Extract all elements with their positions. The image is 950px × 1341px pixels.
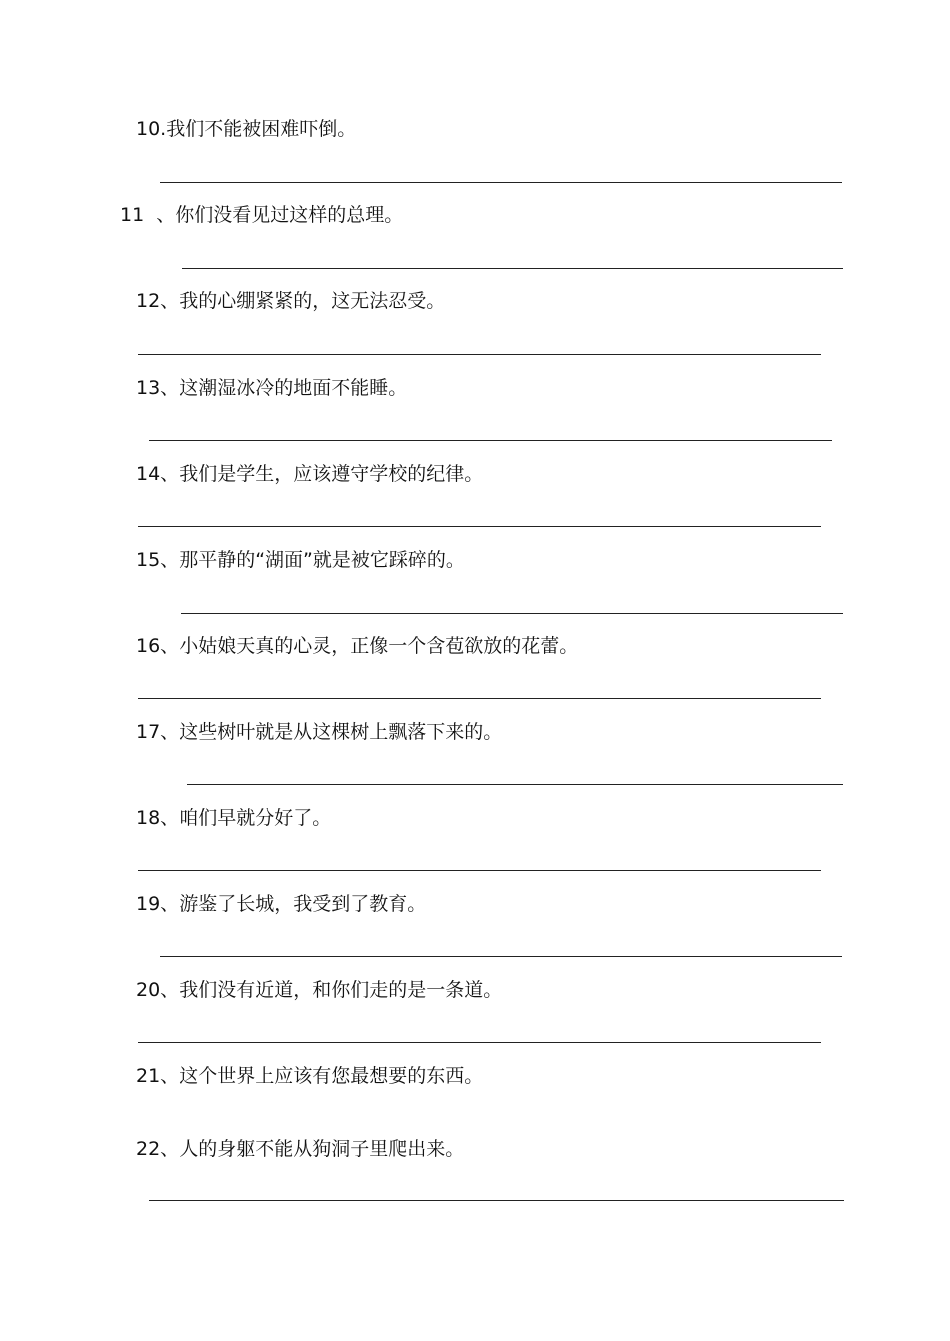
- answer-line-14[interactable]: [138, 526, 821, 527]
- answer-line-17[interactable]: [187, 784, 843, 785]
- answer-line-16[interactable]: [138, 698, 821, 699]
- exercise-item-15: [136, 548, 465, 572]
- exercise-item-22: [136, 1137, 464, 1161]
- exercise-item-14: [136, 462, 483, 486]
- answer-line-11[interactable]: [182, 268, 843, 269]
- item-sentence: 我的心绷紧紧的，这无法忍受。: [179, 290, 446, 312]
- exercise-item-13: [136, 376, 407, 400]
- item-number: 15、: [136, 549, 180, 571]
- item-sentence: 游鉴了长城，我受到了教育。: [179, 893, 427, 915]
- item-number: 20、: [136, 979, 180, 1001]
- answer-line-19[interactable]: [160, 956, 842, 957]
- item-number: 19、: [136, 893, 180, 915]
- item-number: 22、: [136, 1138, 180, 1160]
- exercise-item-17: [136, 720, 502, 744]
- answer-line-18[interactable]: [138, 870, 821, 871]
- item-sentence: 我们是学生，应该遵守学校的纪律。: [179, 463, 484, 485]
- item-sentence: 这潮湿冰冷的地面不能睡。: [179, 377, 408, 399]
- item-number: 14、: [136, 463, 180, 485]
- item-number: 18、: [136, 807, 180, 829]
- item-number: 16、: [136, 635, 180, 657]
- answer-line-12[interactable]: [138, 354, 821, 355]
- exercise-item-10: [136, 117, 356, 141]
- item-sentence: 人的身躯不能从狗洞子里爬出来。: [179, 1138, 465, 1160]
- item-sentence: 我们不能被困难吓倒。: [166, 118, 357, 140]
- exercise-item-20: [136, 978, 502, 1002]
- item-sentence: 小姑娘天真的心灵，正像一个含苞欲放的花蕾。: [179, 635, 579, 657]
- item-sentence: 咱们早就分好了。: [179, 807, 332, 829]
- answer-line-22[interactable]: [149, 1200, 844, 1201]
- item-number: 12、: [136, 290, 180, 312]
- exercise-item-18: [136, 806, 331, 830]
- answer-line-20[interactable]: [138, 1042, 821, 1043]
- exercise-item-12: [136, 289, 445, 313]
- item-number: 11 、: [120, 204, 176, 226]
- item-sentence: 那平静的“湖面”就是被它踩碎的。: [179, 549, 465, 571]
- exercise-item-11: [120, 203, 403, 227]
- item-sentence: 这个世界上应该有您最想要的东西。: [179, 1065, 484, 1087]
- exercise-item-21: [136, 1064, 483, 1088]
- item-number: 17、: [136, 721, 180, 743]
- item-number: 13、: [136, 377, 180, 399]
- item-sentence: 我们没有近道，和你们走的是一条道。: [179, 979, 503, 1001]
- answer-line-15[interactable]: [181, 613, 843, 614]
- item-sentence: 这些树叶就是从这棵树上飘落下来的。: [179, 721, 503, 743]
- item-number: 10.: [136, 118, 167, 140]
- exercise-item-19: [136, 892, 426, 916]
- item-number: 21、: [136, 1065, 180, 1087]
- item-sentence: 你们没看见过这样的总理。: [175, 204, 404, 226]
- exercise-item-16: [136, 634, 578, 658]
- answer-line-10[interactable]: [160, 182, 842, 183]
- answer-line-13[interactable]: [149, 440, 832, 441]
